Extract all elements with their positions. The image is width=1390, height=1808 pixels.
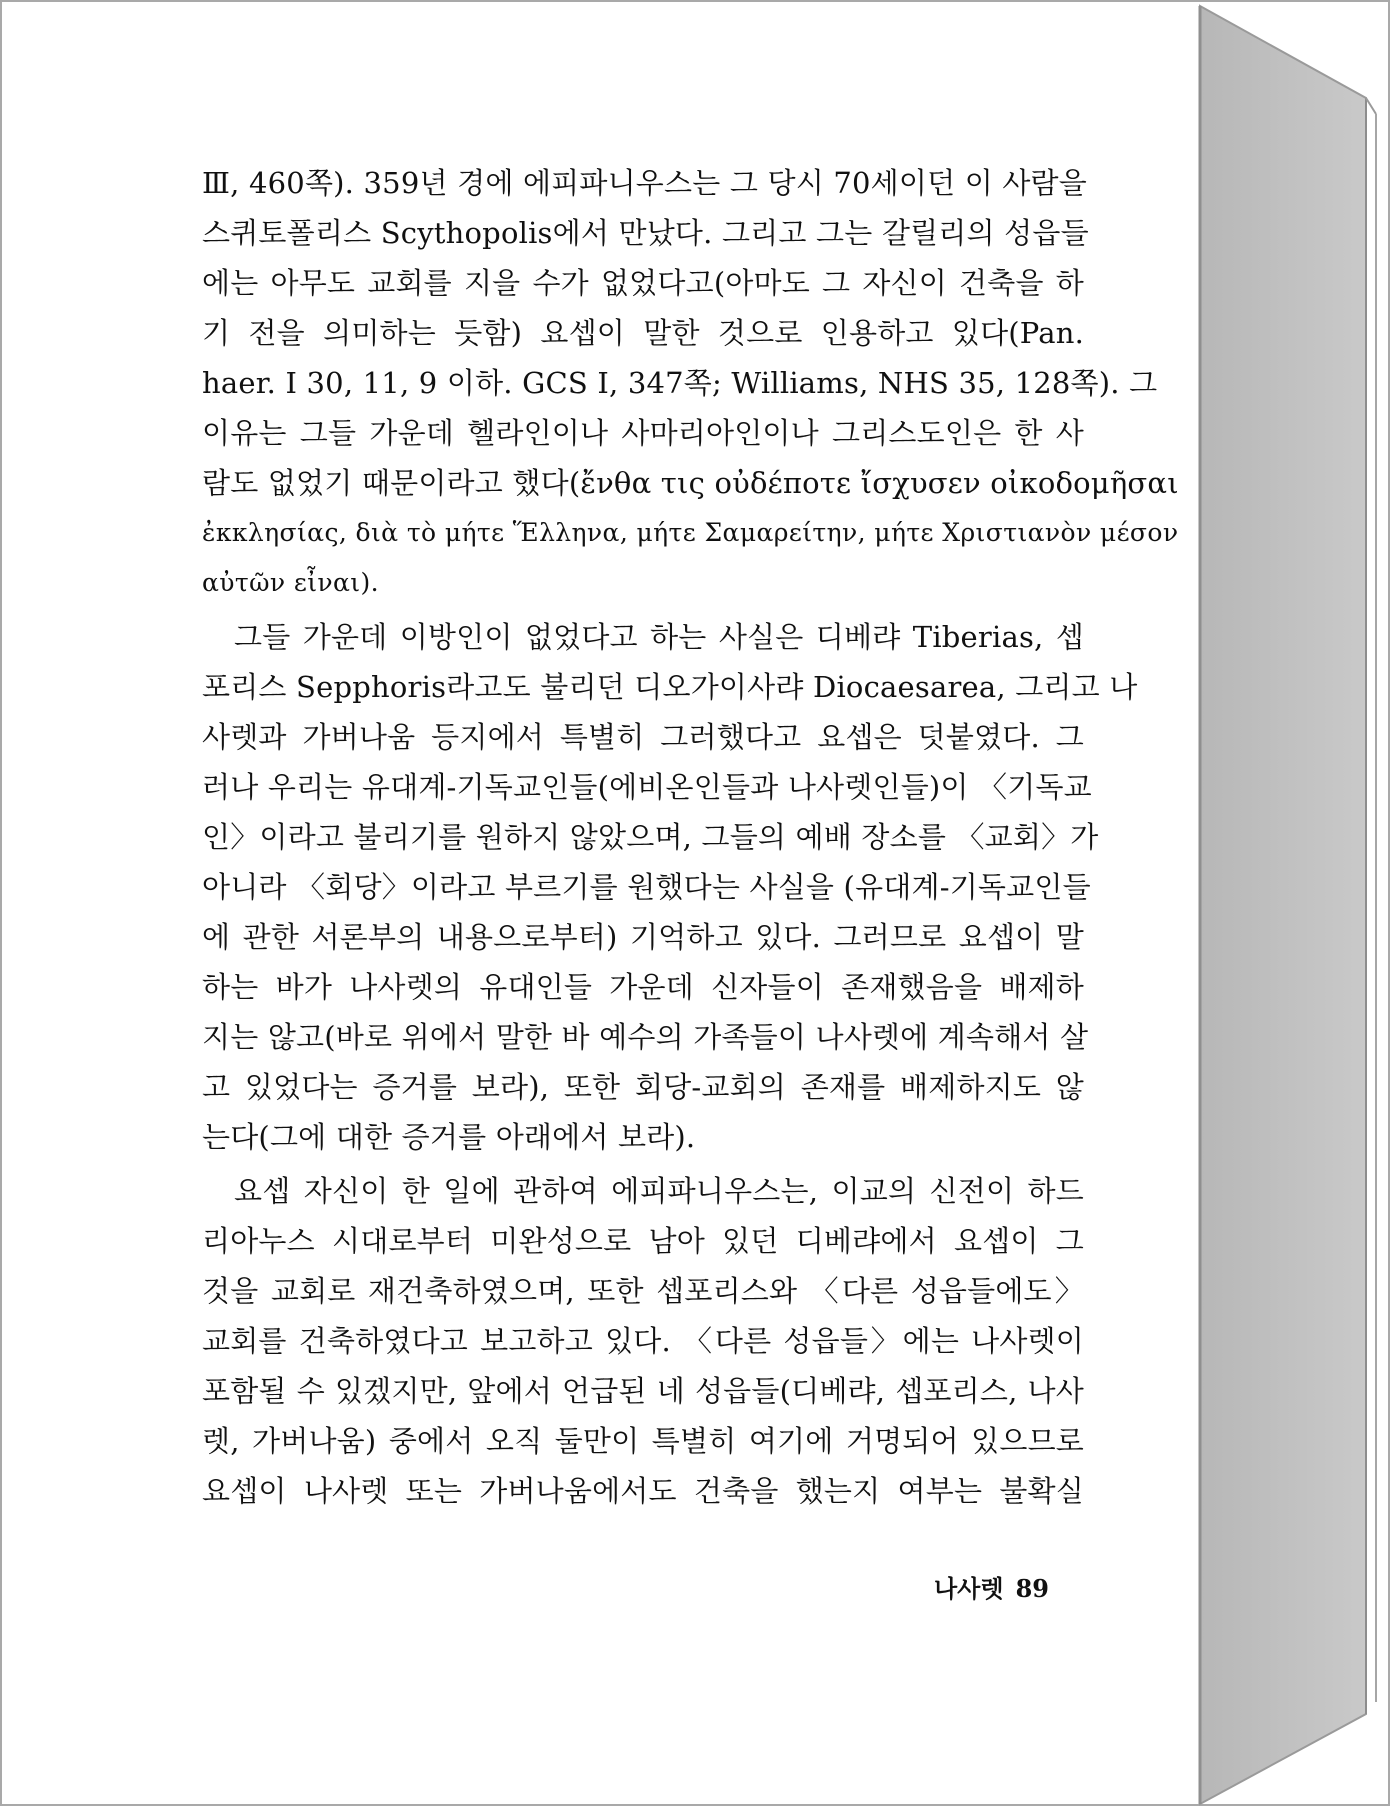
text-line: 포리스 Sepphoris라고도 불리던 디오가이사랴 Diocaesarea, 그리고 나 [202, 670, 1138, 704]
text-line: 러나 우리는 유대계-기독교인들(에비온인들과 나사렛인들)이 〈기독교 [202, 770, 1092, 804]
text-line: 하는 바가 나사렛의 유대인들 가운데 신자들이 존재했음을 배제하 [202, 970, 1084, 1004]
text-line: haer. I 30, 11, 9 이하. GCS I, 347쪽; Williams, NHS 35, 128쪽). 그 [202, 366, 1158, 400]
greek-quote-line: ἐκκλησίας, διὰ τὸ μήτε Ἕλληνα, μήτε Σαμαρείτην, μήτε Χριστιανὸν μέσον [202, 518, 1179, 547]
text-line: Ⅲ, 460쪽). 359년 경에 에피파니우스는 그 당시 70세이던 이 사람을 [202, 166, 1087, 200]
text-line: 사렛과 가버나움 등지에서 특별히 그러했다고 요셉은 덧붙였다. 그 [202, 720, 1084, 754]
running-footer [934, 1569, 1049, 1604]
text-line: 에 관한 서론부의 내용으로부터) 기억하고 있다. 그러므로 요셉이 말 [202, 920, 1084, 954]
text-line: 요셉이 나사렛 또는 가버나움에서도 건축을 했는지 여부는 불확실 [202, 1474, 1084, 1508]
text-line: 렛, 가버나움) 중에서 오직 둘만이 특별히 여기에 거명되어 있으므로 [202, 1424, 1084, 1458]
text-line: 고 있었다는 증거를 보라), 또한 회당-교회의 존재를 배제하지도 않 [202, 1070, 1084, 1104]
paragraph-first-line: 그들 가운데 이방인이 없었다고 하는 사실은 디베랴 Tiberias, 셉 [234, 620, 1084, 654]
text-line: 교회를 건축하였다고 보고하고 있다. 〈다른 성읍들〉에는 나사렛이 [202, 1324, 1084, 1358]
text-line: 것을 교회로 재건축하였으며, 또한 셉포리스와 〈다른 성읍들에도〉 [202, 1274, 1084, 1308]
text-line: 포함될 수 있겠지만, 앞에서 언급된 네 성읍들(디베랴, 셉포리스, 나사 [202, 1374, 1084, 1408]
running-footer-title: 나사렛 [934, 1575, 1004, 1603]
page-number: 89 [1015, 1574, 1049, 1603]
text-line: 스퀴토폴리스 Scythopolis에서 만났다. 그리고 그는 갈릴리의 성읍들 [202, 216, 1089, 250]
text-line: 람도 없었기 때문이라고 했다(ἔνθα τις οὐδέποτε ἴσχυσεν οἰκοδομῆσαι [202, 466, 1179, 500]
text-line: 아니라 〈회당〉이라고 부르기를 원했다는 사실을 (유대계-기독교인들 [202, 870, 1091, 904]
text-line: 에는 아무도 교회를 지을 수가 없었다고(아마도 그 자신이 건축을 하 [202, 266, 1084, 300]
text-line: 지는 않고(바로 위에서 말한 바 예수의 가족들이 나사렛에 계속해서 살 [202, 1020, 1089, 1054]
text-line: 는다(그에 대한 증거를 아래에서 보라). [202, 1120, 696, 1154]
greek-quote-line: αὐτῶν εἶναι). [202, 568, 379, 597]
body-text [202, 158, 1179, 1516]
book-page [4, 4, 1199, 1804]
text-line: 이유는 그들 가운데 헬라인이나 사마리아인이나 그리스도인은 한 사 [202, 416, 1084, 450]
text-line: 인〉이라고 불리기를 원하지 않았으며, 그들의 예배 장소를 〈교회〉가 [202, 820, 1099, 854]
text-line: 기 전을 의미하는 듯함) 요셉이 말한 것으로 인용하고 있다(Pan. [202, 316, 1084, 350]
paragraph-first-line: 요셉 자신이 한 일에 관하여 에피파니우스는, 이교의 신전이 하드 [234, 1174, 1084, 1208]
text-line: 리아누스 시대로부터 미완성으로 남아 있던 디베랴에서 요셉이 그 [202, 1224, 1084, 1258]
